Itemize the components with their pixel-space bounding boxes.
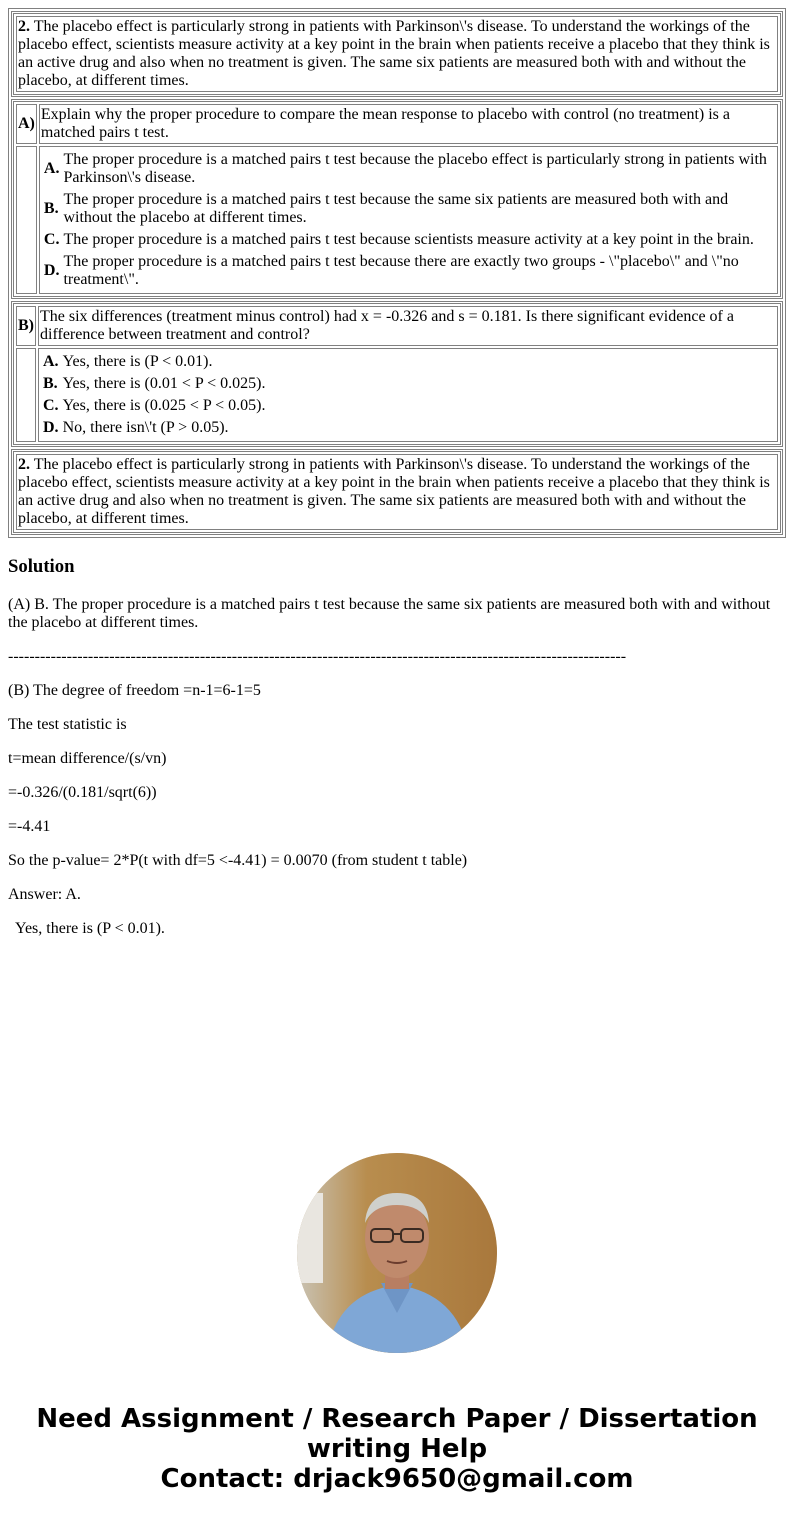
option-item[interactable] [42,374,267,394]
option-item[interactable] [42,418,267,438]
author-photo [297,1153,497,1353]
question-repeat-cell [11,449,783,535]
solution-line: (B) The degree of freedom =n-1=6-1=5 [8,682,261,699]
solution-line: t=mean difference/(s/vn) [8,750,167,767]
banner-line-1: Need Assignment / Research Paper / Dissertation [36,1404,758,1434]
option-item[interactable] [43,230,774,250]
option-text: The proper procedure is a matched pairs t test because there are exactly two groups - \"placebo\" and \"no treatment\". [63,253,739,288]
option-text: The proper procedure is a matched pairs t test because the same six patients are measured both with and without the placebo at different times. [63,191,729,226]
part-b-cell [11,301,783,447]
option-letter: A. [43,160,60,177]
option-letter: A. [43,353,59,370]
option-text: Yes, there is (0.025 < P < 0.05). [62,397,266,414]
part-a-table [13,101,781,297]
option-letter: C. [43,231,60,248]
solution-line: =-4.41 [8,818,51,835]
solution-section [8,556,786,938]
question-number: 2. [18,18,30,35]
part-a-label: A) [16,104,37,144]
option-letter: C. [43,397,59,414]
option-item[interactable] [43,190,774,228]
part-b-prompt: The six differences (treatment minus control) had x = -0.326 and s = 0.181. Is there significant evidence of a difference between treatment and control? [38,306,778,346]
solution-line: The test statistic is [8,716,127,733]
option-text: No, there isn\'t (P > 0.05). [62,419,229,436]
solution-line: So the p-value= 2*P(t with df=5 <-4.41) = 0.0070 (from student t table) [8,852,468,869]
author-photo-svg [297,1153,497,1353]
option-letter: D. [43,262,60,279]
question-intro-repeat: The placebo effect is particularly strong in patients with Parkinson\'s disease. To understand the workings of the placebo effect, scientists measure activity at a key point in the brain when patients receive a placebo that they think is an active drug and also when no treatment is given. The same six patients are measured both with and without the placebo, at different times. [18,456,770,527]
question-intro: The placebo effect is particularly strong in patients with Parkinson\'s disease. To understand the workings of the placebo effect, scientists measure activity at a key point in the brain when patients receive a placebo that they think is an active drug and also when no treatment is given. The same six patients are measured both with and without the placebo, at different times. [18,18,770,89]
option-item[interactable] [43,252,774,290]
question-number-repeat: 2. [18,456,30,473]
solution-final-answer: Yes, there is (P < 0.01). [15,920,165,937]
part-a-cell [11,99,783,299]
question-table [8,8,786,538]
part-a-prompt: Explain why the proper procedure to compare the mean response to placebo with control (no treatment) is a matched pairs t test. [39,104,778,144]
banner-contact[interactable]: Contact: drjack9650@gmail.com [160,1464,634,1494]
contact-banner [0,1404,794,1494]
part-a-options [41,148,776,292]
solution-line: (A) B. The proper procedure is a matched pairs t test because the same six patients are measured both with and without the placebo at different times. [8,596,771,631]
solution-divider: -------------------------------------------------------------------------------------------------------------------- [8,648,627,665]
part-b-options [40,350,269,440]
option-item[interactable] [42,396,267,416]
option-item[interactable] [43,150,774,188]
option-letter: B. [43,375,58,392]
option-item[interactable] [42,352,267,372]
solution-line: Answer: A. [8,886,81,903]
option-text: Yes, there is (P < 0.01). [62,353,213,370]
option-text: The proper procedure is a matched pairs t test because the placebo effect is particularly strong in patients with Parkinson\'s disease. [63,151,767,186]
part-b-label: B) [16,306,36,346]
solution-heading: Solution [8,556,75,577]
option-letter: B. [43,200,59,217]
intro-box [13,13,781,95]
question-intro-cell [11,11,783,97]
solution-line: =-0.326/(0.181/sqrt(6)) [8,784,157,801]
option-letter: D. [43,419,59,436]
intro-box-repeat [13,451,781,533]
banner-line-2: writing Help [306,1434,488,1464]
option-text: The proper procedure is a matched pairs t test because scientists measure activity at a key point in the brain. [63,231,754,248]
option-text: Yes, there is (0.01 < P < 0.025). [62,375,266,392]
part-b-table [13,303,781,445]
